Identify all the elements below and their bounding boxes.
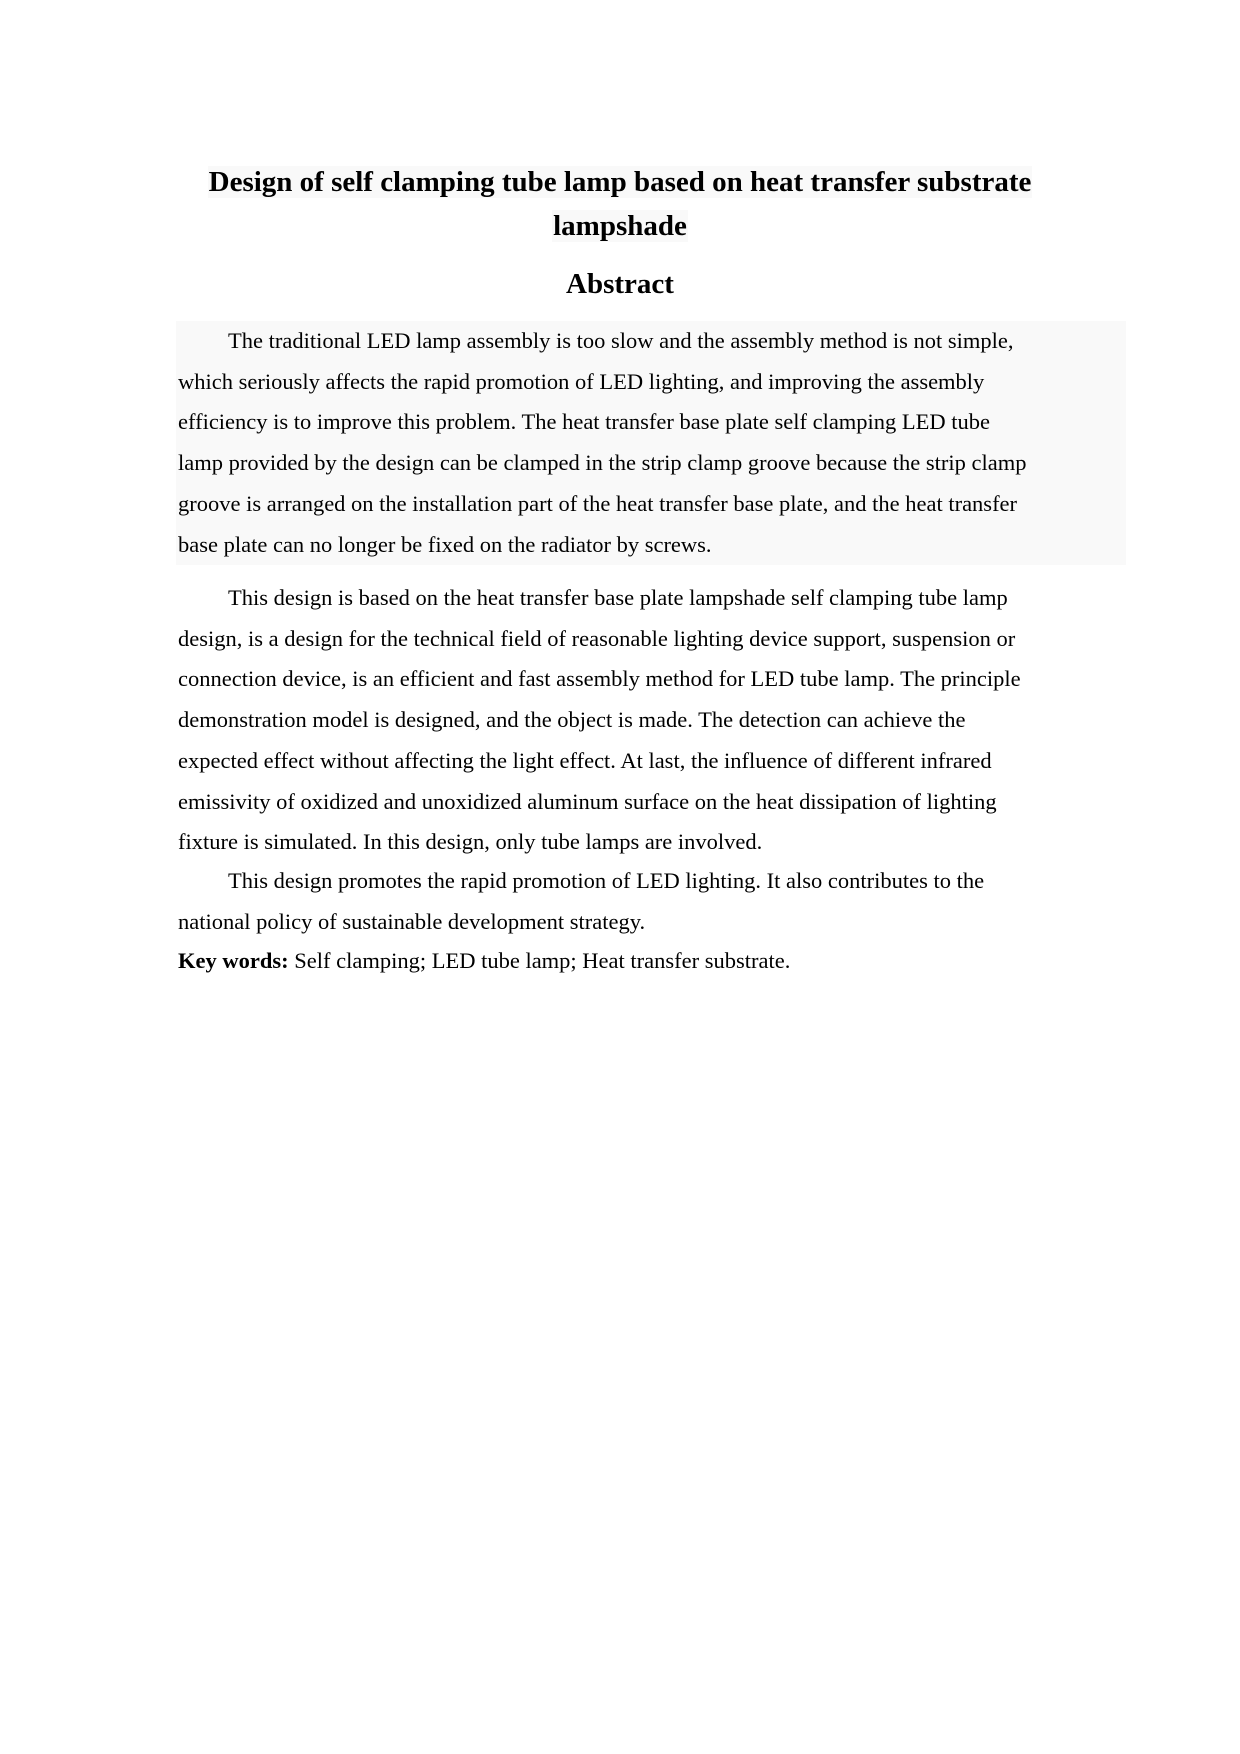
paper-title-line-1: [0, 160, 1240, 204]
paragraph-line: design, is a design for the technical field of reasonable lighting device support, suspension or: [178, 625, 1016, 651]
paragraph-line: connection device, is an efficient and fast assembly method for LED tube lamp. The principle: [178, 666, 1021, 692]
abstract-paragraph-1: [176, 321, 1126, 565]
paragraph-line: fixture is simulated. In this design, only tube lamps are involved.: [178, 829, 763, 855]
paragraph-line: expected effect without affecting the light effect. At last, the influence of different infrared: [178, 747, 992, 773]
title-text-2: lampshade: [553, 210, 687, 242]
paragraph-line: This design promotes the rapid promotion of LED lighting. It also contributes to the: [228, 868, 985, 893]
paragraph-line: This design is based on the heat transfer base plate lampshade self clamping tube lamp: [228, 585, 1008, 610]
abstract-paragraph-2: [178, 578, 1128, 863]
paragraph-line: national policy of sustainable development strategy.: [178, 908, 646, 934]
paragraph-line: emissivity of oxidized and unoxidized aluminum surface on the heat dissipation of lighting: [178, 788, 997, 814]
paragraph-line: efficiency is to improve this problem. The heat transfer base plate self clamping LED tube: [178, 409, 991, 435]
paragraph-line: The traditional LED lamp assembly is too slow and the assembly method is not simple,: [228, 328, 1014, 353]
paper-title-line-2: [0, 204, 1240, 248]
paragraph-line: lamp provided by the design can be clamped in the strip clamp groove because the strip clamp: [178, 450, 1027, 476]
paragraph-line: which seriously affects the rapid promotion of LED lighting, and improving the assembly: [178, 368, 985, 394]
abstract-paragraph-3: [178, 861, 1128, 942]
paragraph-line: groove is arranged on the installation part of the heat transfer base plate, and the heat transfer: [178, 490, 1018, 516]
keywords-label: Key words:: [178, 948, 289, 973]
title-text-1: Design of self clamping tube lamp based on heat transfer substrate: [208, 166, 1032, 198]
abstract-heading: Abstract: [566, 268, 674, 300]
paragraph-line: base plate can no longer be fixed on the radiator by screws.: [178, 531, 712, 557]
paragraph-line: demonstration model is designed, and the object is made. The detection can achieve the: [178, 707, 966, 733]
keywords-value: Self clamping; LED tube lamp; Heat transfer substrate.: [288, 948, 791, 973]
keywords-line: [178, 943, 790, 979]
